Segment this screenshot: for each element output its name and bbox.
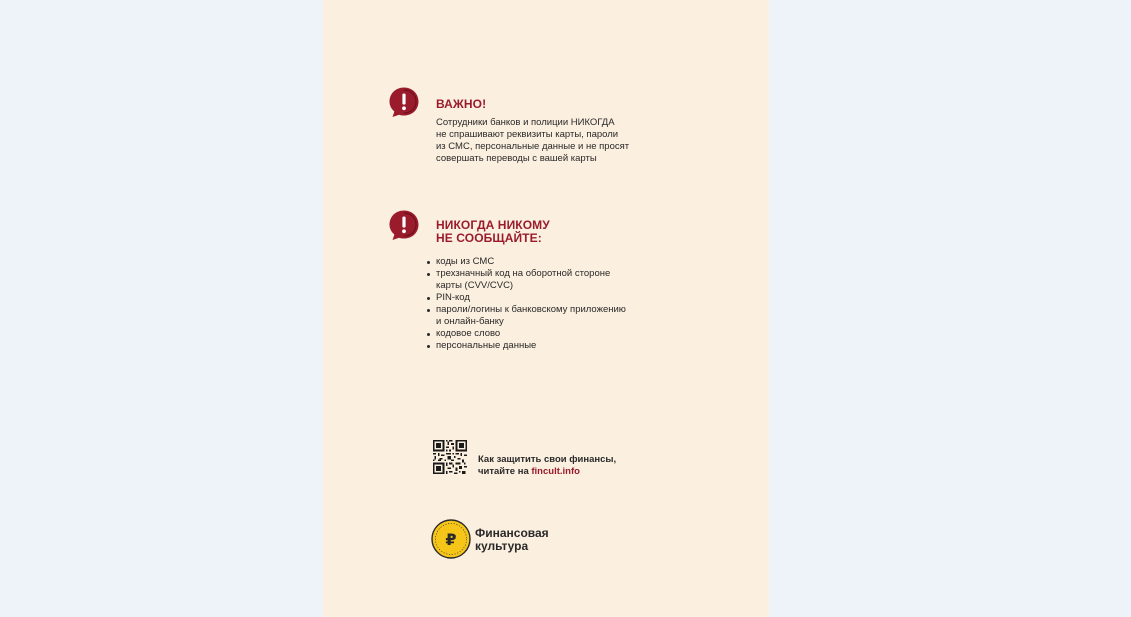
logo-text-line: Финансовая xyxy=(475,526,549,540)
qr-caption-prefix: читайте на xyxy=(478,466,532,477)
list-item-line: коды из СМС xyxy=(436,256,495,267)
qr-caption-line xyxy=(478,466,616,478)
warning-text-line: из СМС, персональные данные и не просят xyxy=(436,141,630,152)
speech-bubble-exclamation-icon xyxy=(388,209,420,241)
list-item xyxy=(426,256,626,268)
logo-text-line: культура xyxy=(475,539,529,553)
warning-text-line: Сотрудники банков и полиции НИКОГДА xyxy=(436,117,615,128)
list-item-line: и онлайн-банку xyxy=(436,316,504,327)
speech-bubble-exclamation-icon xyxy=(388,86,420,118)
list-item-line: трехзначный код на оборотной стороне xyxy=(436,268,611,279)
warning-text-line: не спрашивают реквизиты карты, пароли xyxy=(436,129,619,140)
list-item-line: кодовое слово xyxy=(436,328,501,339)
document-page xyxy=(323,0,769,617)
warning-heading: ВАЖНО! xyxy=(436,97,487,111)
never-heading-line: НЕ СООБЩАЙТЕ: xyxy=(436,231,542,245)
list-item-line: карты (CVV/CVC) xyxy=(436,280,514,291)
list-item xyxy=(426,268,626,292)
list-item xyxy=(426,304,626,328)
list-item-line: пароли/логины к банковскому приложению xyxy=(436,304,626,315)
logo-text xyxy=(475,527,549,553)
fincult-link[interactable]: fincult.info xyxy=(531,466,580,477)
never-heading-line: НИКОГДА НИКОМУ xyxy=(436,218,550,232)
qr-caption-line: Как защитить свои финансы, xyxy=(478,454,617,465)
list-item xyxy=(426,292,626,304)
warning-text xyxy=(436,117,629,165)
warning-text-line: совершать переводы с вашей карты xyxy=(436,153,597,164)
list-item-line: персональные данные xyxy=(436,340,537,351)
ruble-symbol: ₽ xyxy=(445,530,457,549)
qr-caption xyxy=(478,454,616,478)
never-list xyxy=(426,256,626,352)
qr-code-icon xyxy=(433,440,467,474)
list-item-line: PIN-код xyxy=(436,292,470,303)
list-item xyxy=(426,328,626,340)
ruble-coin-icon xyxy=(431,519,471,559)
never-heading xyxy=(436,219,550,245)
list-item xyxy=(426,340,626,352)
